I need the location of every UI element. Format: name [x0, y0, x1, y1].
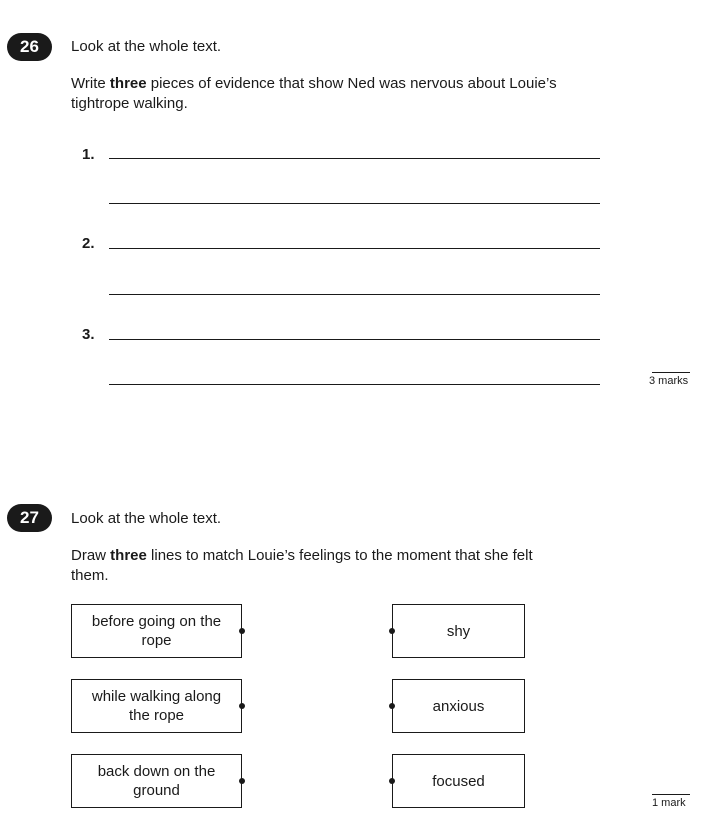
moment-box[interactable]: [71, 754, 242, 808]
marks-rule: [652, 794, 690, 795]
marks-rule: [652, 372, 690, 373]
moment-label: before going on the rope: [91, 613, 222, 649]
feeling-box[interactable]: [392, 604, 525, 658]
instruction-text: Draw: [71, 547, 111, 564]
answer-line[interactable]: [109, 384, 600, 385]
connector-dot[interactable]: [239, 703, 245, 709]
moment-box[interactable]: [71, 604, 242, 658]
question-instruction: [71, 74, 611, 114]
marks-label: 1 mark: [652, 797, 686, 809]
instruction-text: lines to match Louie’s feelings to the moment that she felt them.: [71, 547, 533, 584]
connector-dot[interactable]: [239, 628, 245, 634]
question-instruction: [71, 546, 551, 586]
feeling-box[interactable]: [392, 679, 525, 733]
feeling-label: anxious: [432, 697, 485, 715]
instruction-emphasis: three: [109, 75, 147, 92]
marks-label: 3 marks: [649, 375, 689, 387]
connector-dot[interactable]: [239, 778, 245, 784]
answer-line[interactable]: [109, 203, 600, 204]
connector-dot[interactable]: [389, 628, 395, 634]
answer-label-1: 1.: [82, 146, 95, 163]
answer-line[interactable]: [109, 339, 600, 340]
moment-box[interactable]: [71, 679, 242, 733]
moment-label: while walking along the rope: [91, 688, 222, 724]
instruction-text: Write: [71, 75, 110, 92]
answer-label-2: 2.: [82, 235, 95, 252]
answer-label-3: 3.: [82, 326, 95, 343]
question-intro: Look at the whole text.: [71, 510, 222, 527]
feeling-label: shy: [446, 622, 471, 640]
answer-line[interactable]: [109, 294, 600, 295]
question-number-badge: 27: [7, 504, 52, 532]
instruction-emphasis: three: [110, 547, 147, 564]
feeling-box[interactable]: [392, 754, 525, 808]
connector-dot[interactable]: [389, 778, 395, 784]
question-number-badge: 26: [7, 33, 52, 61]
moment-label: back down on the ground: [97, 763, 216, 799]
connector-dot[interactable]: [389, 703, 395, 709]
instruction-text: pieces of evidence that show Ned was nervous about Louie’s tightrope walking.: [71, 75, 557, 112]
feeling-label: focused: [432, 772, 485, 790]
question-intro: Look at the whole text.: [71, 38, 222, 55]
answer-line[interactable]: [109, 248, 600, 249]
answer-line[interactable]: [109, 158, 600, 159]
